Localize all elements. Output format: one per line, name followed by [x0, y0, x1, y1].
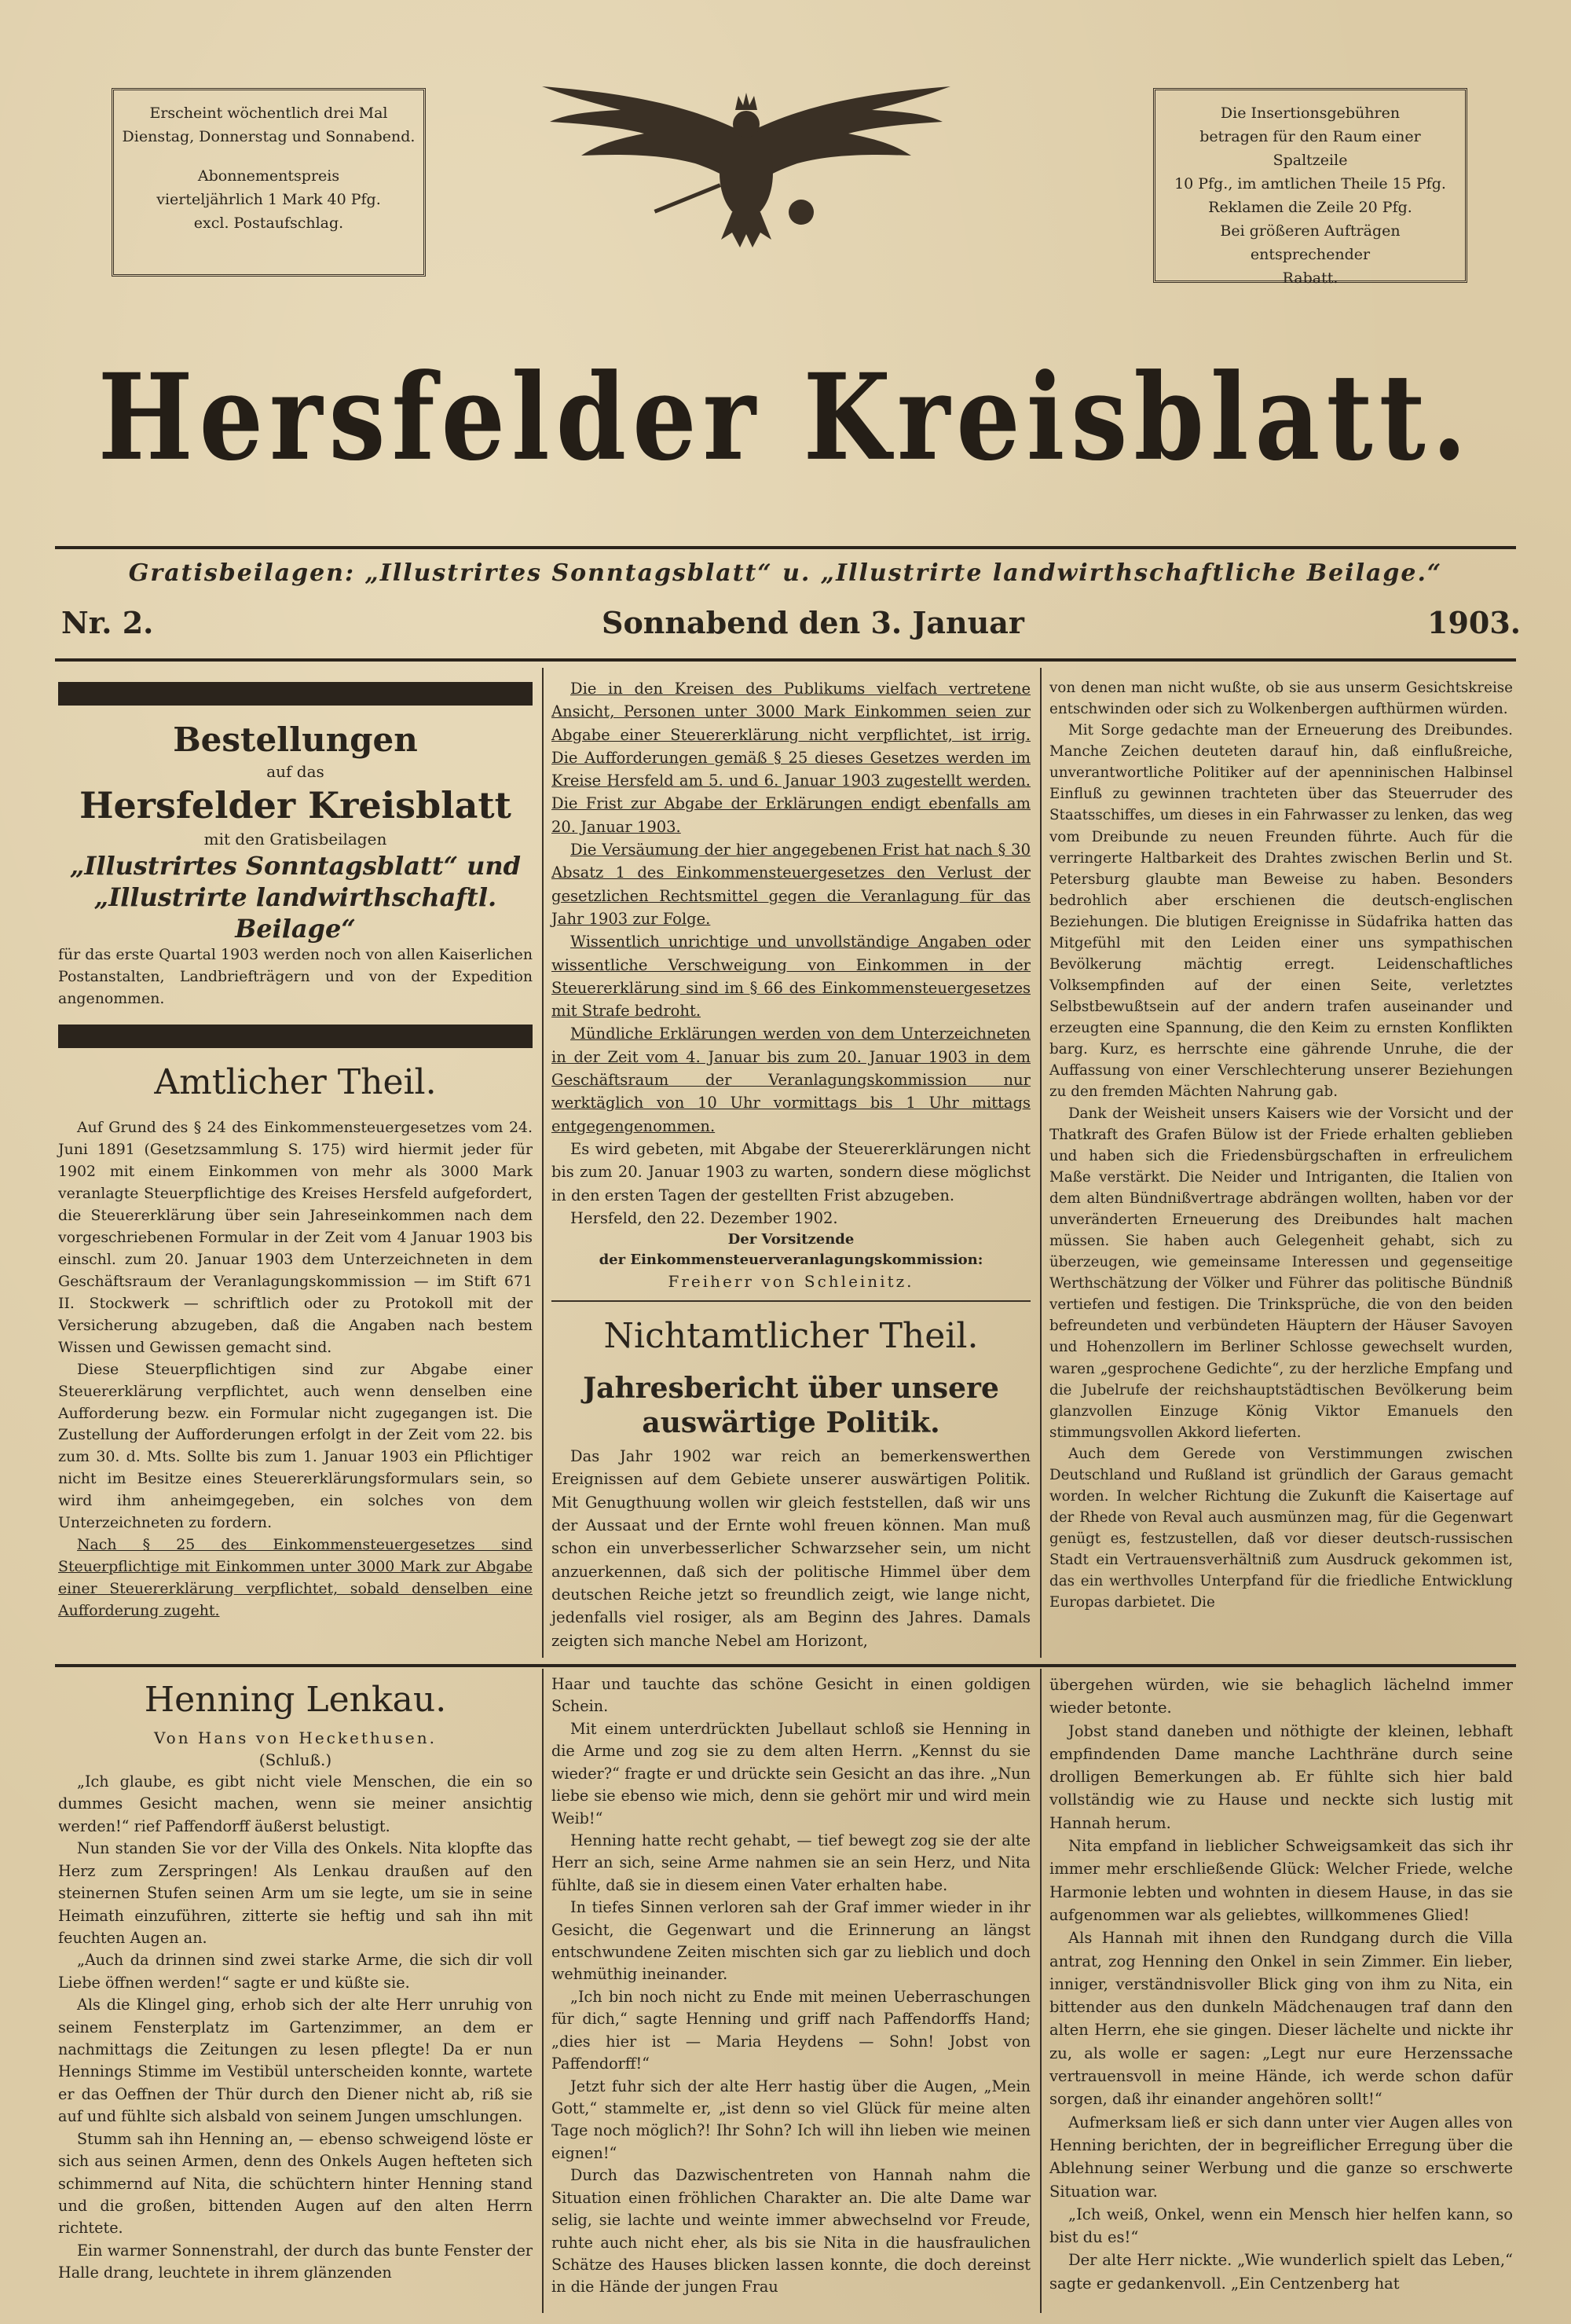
subscription-line: Abonnementspreis	[197, 167, 340, 185]
rates-line: Die Insertionsgebühren	[1220, 104, 1401, 122]
column-divider	[1040, 1669, 1042, 2313]
story-title: Henning Lenkau.	[144, 1680, 447, 1720]
story-paragraph: Der alte Herr nickte. „Wie wunderlich spielt das Leben,“ sagte er gedankenvoll. „Ein Centzenberg hat	[1049, 2251, 1513, 2293]
column-5	[551, 1673, 1031, 2299]
story-paragraph: Nun standen Sie vor der Villa des Onkels. Nita klopfte das Herz zum Zerspringen! Als Lenkau draußen auf den steinernen Stufen seinen Arm um sie legte, um sie in seine Heimath einzuführen, zitterte sie heftig und sah ihn mit feuchten Augen an.	[58, 1839, 533, 1947]
issue-row	[61, 605, 1522, 652]
signature-line: Der Vorsitzende	[727, 1231, 855, 1248]
column-3	[1049, 677, 1513, 1613]
article-paragraph: von denen man nicht wußte, ob sie aus unserm Gesichtskreise entschwinden oder sich zu Wolkenbergen aufthürmen würden.	[1049, 680, 1513, 718]
story-paragraph: übergehen würden, wie sie behaglich lächelnd immer wieder betonte.	[1049, 1676, 1513, 1717]
official-section-heading: Amtlicher Theil.	[154, 1061, 437, 1102]
advertising-rates-box	[1153, 88, 1467, 287]
column-divider	[542, 668, 544, 1658]
order-text: auf das	[266, 762, 324, 781]
story-paragraph: Aufmerksam ließ er sich dann unter vier Augen alles von Henning berichten, der in begreiflicher Erregung über die Ablehnung seiner Werbung und die ganze so erschwerte Situation war.	[1049, 2113, 1513, 2201]
order-text: für das erste Quartal 1903 werden noch von allen Kaiserlichen Postanstalten, Landbriefträgern und von der Expedition angenommen.	[58, 946, 533, 1007]
story-paragraph: Stumm sah ihn Henning an, — ebenso schweigend löste er sich aus seinen Armen, denn des Onkels Augen hefteten sich schimmernd auf Nita, die schüchtern hinter Henning stand und die großen, bittenden Augen auf den alten Herrn richtete.	[58, 2129, 533, 2238]
article-paragraph: Das Jahr 1902 war reich an bemerkenswerthen Ereignissen auf dem Gebiete unserer auswärtigen Politik. Mit Genugthuung wollen wir gleich feststellen, daß wir uns der Aussaat und der Ernte wohl freuen können. Man muß schon ein unverbesserlicher Schwarzseher sein, um nicht anzuerkennen, daß sich der politische Himmel über dem deutschen Reiche jetzt so freundlich zeigt, wie lange nicht, jedenfalls viel rosiger, als am Beginn des Jahres. Damals zeigten sich manche Nebel am Horizont,	[551, 1447, 1031, 1650]
issue-number: Nr. 2.	[61, 605, 154, 640]
article-heading: Jahresbericht über unsere auswärtige Politik.	[583, 1372, 999, 1440]
story-paragraph: Als Hannah mit ihnen den Rundgang durch die Villa antrat, zog Henning den Onkel in sein Zimmer. Ein lieber, inniger, verständnisvoller Blick ging von ihm zu Nita, ein bittender aus den dunkeln Mädchenaugen traf dann den alten Herrn, ehe sie gingen. Dieser lächelte und nickte ihr zu, als wolle er sagen: „Legt nur eure Herzenssache vertrauensvoll in meine Hände, ich werde schon dafür sorgen, daß ihr einander angehören sollt!“	[1049, 1929, 1513, 2109]
story-paragraph: Als die Klingel ging, erhob sich der alte Herr unruhig von seinem Fensterplatz im Gartenzimmer, an dem er nachmittags die Zeitungen zu lesen pflegte! Da er nun Hennings Stimme im Vestibül unterscheiden konnte, wartete er das Oeffnen der Thür durch den Diener nicht ab, riß sie auf und fühlte sich alsbald von seinem Jungen umschlungen.	[58, 1996, 533, 2126]
order-supplement: „Illustrirte landwirthschaftl. Beilage“	[93, 882, 497, 944]
issue-date: Sonnabend den 3. Januar	[602, 605, 1024, 640]
story-continuation: (Schluß.)	[258, 1750, 332, 1769]
order-paper-name: Hersfelder Kreisblatt	[79, 784, 511, 827]
subscription-line: Dienstag, Donnerstag und Sonnabend.	[122, 128, 416, 145]
article-paragraph: Mit Sorge gedachte man der Erneuerung des Dreibundes. Manche Zeichen deuteten darauf hin, daß einflußreiche, unverantwortliche Politiker auf der apenninischen Halbinsel Einfluß zu gewinnen trachteten über das Steuerruder des Staatsschiffes, um dieses in ein Fahrwasser zu lenken, das weg vom Dreibunde zu neuen Freunden führte. Auch für die verringerte Haltbarkeit des Drahtes zwischen Berlin und St. Petersburg glaubte man Beweise zu haben. Besonders bedrohlich aber erschienen die deutsch-englischen Beziehungen. Die blutigen Ereignisse in Südafrika hatten das Mitgefühl mit den Leiden einer uns sympathischen Bevölkerung mächtig erregt. Leidenschaftliches Volksempfinden auf der einen Seite, verletztes Selbstbewußtsein auf der andern trafen auseinander und erzeugten eine Spannung, die den Keim zu ernsten Konflikten barg. Kurz, es herrschte eine gährende Unruhe, die der Auffassung von einer Verschlechterung unserer Beziehungen zu den fremden Mächten Nahrung gab.	[1049, 722, 1513, 1101]
supplements-line: Gratisbeilagen: „Illustrirtes Sonntagsblatt“ u. „Illustrirte landwirthschaftliche Beilage.“	[128, 559, 1443, 587]
story-paragraph: Nita empfand in lieblicher Schweigsamkeit das sich ihr immer mehr erschließende Glück: Welcher Friede, welche Harmonie lebten und wohnten in diesem Hause, in das sie aufgenommen war als geliebtes, willkommenes Glied!	[1049, 1837, 1513, 1924]
column-divider	[1040, 668, 1042, 1658]
place-date: Hersfeld, den 22. Dezember 1902.	[570, 1208, 838, 1227]
subscription-line: vierteljährlich 1 Mark 40 Pfg.	[156, 191, 381, 208]
story-paragraph: Mit einem unterdrückten Jubellaut schloß sie Henning in die Arme und zog sie zu dem alten Herrn. „Kennst du sie wieder?“ fragte er und drückte sein Gesicht an das ihre. „Nun liebe sie ebenso wie mich, denn sie gehört mir und wird mein Weib!“	[551, 1719, 1031, 1827]
eagle-emblem	[526, 79, 966, 259]
story-paragraph: Durch das Dazwischentreten von Hannah nahm die Situation einen fröhlichen Charakter an. Die alte Dame war selig, sie lachte und weinte immer abwechselnd vor Freude, ruhte auch nicht eher, als bis sie Nita in die hausfraulichen Schätze des Hauses blicken lassen konnte, die doch dereinst in die Hände der jungen Frau	[551, 2166, 1031, 2297]
story-paragraph: Haar und tauchte das schöne Gesicht in einen goldigen Schein.	[551, 1675, 1031, 1716]
order-text: mit den Gratisbeilagen	[203, 830, 387, 849]
order-heading: Bestellungen	[173, 720, 418, 759]
story-paragraph: „Ich bin noch nicht zu Ende mit meinen Ueberraschungen für dich,“ sagte Henning und griff nach Paffendorffs Hand; „dies hier ist — Maria Heydens — Sohn! Jobst von Paffendorff!“	[551, 1987, 1031, 2073]
official-paragraph: Mündliche Erklärungen werden von dem Unterzeichneten in der Zeit vom 4. Januar bis zum 20. Januar 1903 in dem Geschäftsraum der Veranlagungskommission nur werktäglich von 10 Uhr vormittags bis 1 Uhr mittags entgegengenommen.	[551, 1025, 1031, 1135]
story-paragraph: Henning hatte recht gehabt, — tief bewegt zog sie der alte Herr an sich, seine Arme nahmen sie an sein Herz, und Nita fühlte, daß sie in diesem einen Vater erhalten habe.	[551, 1831, 1031, 1894]
subscription-box	[112, 88, 426, 277]
rates-line: Reklamen die Zeile 20 Pfg.	[1208, 199, 1412, 216]
story-paragraph: In tiefes Sinnen verloren sah der Graf immer wieder in ihr Gesicht, die Gegenwart und die Erinnerung an längst entschwundene Zeiten mischten sich gar zu lieblich und doch wehmüthig ineinander.	[551, 1898, 1031, 1984]
column-4	[58, 1673, 533, 2285]
order-supplement: „Illustrirtes Sonntagsblatt“ und	[69, 851, 522, 881]
story-paragraph: Ein warmer Sonnenstrahl, der durch das bunte Fenster der Halle drang, leuchtete in ihrem glänzenden	[58, 2241, 533, 2282]
issue-year: 1903.	[1427, 605, 1521, 640]
subscription-line: excl. Postaufschlag.	[193, 214, 344, 232]
story-paragraph: „Auch da drinnen sind zwei starke Arme, die sich dir voll Liebe öffnen werden!“ sagte er und küßte sie.	[58, 1951, 533, 1992]
subscription-line: Erscheint wöchentlich drei Mal	[149, 104, 388, 122]
rates-line: Rabatt.	[1282, 269, 1338, 287]
story-byline: Von Hans von Heckethusen.	[154, 1728, 437, 1747]
article-paragraph: Auch dem Gerede von Verstimmungen zwischen Deutschland und Rußland ist gründlich der Garaus gemacht worden. In welcher Richtung die Zukunft die Kaisertage auf der Rhede von Reval auch ausmünzen mag, für die Gegenwart genügt es, festzustellen, daß vor dieser deutsch-russischen Stadt ein Vertrauensverhältniß zum Ausdruck gekommen ist, das ein werthvolles Unterpfand für die friedliche Entwicklung Europas darbietet. Die	[1049, 1445, 1513, 1611]
signature-line: der Einkommensteuerveranlagungskommission:	[599, 1252, 983, 1269]
story-paragraph: Jetzt fuhr sich der alte Herr hastig über die Augen, „Mein Gott,“ stammelte er, „ist denn so viel Glück für meine alten Tage noch möglich?! Ihr Sohn? Ich will ihn lieben wie meinen eignen!“	[551, 2077, 1031, 2162]
black-bar	[58, 682, 533, 706]
official-paragraph: Diese Steuerpflichtigen sind zur Abgabe einer Steuererklärung verpflichtet, auch wenn denselben eine Aufforderung bezw. ein Formular nicht zugegangen ist. Die Zustellung der Aufforderungen erfolgt in der Zeit vom 22. bis zum 30. d. Mts. Sollte bis zum 1. Januar 1903 ein Pflichtiger nicht im Besitze eines Steuererklärungsformulars sein, so wird ihm anheimgegeben, ein solches von dem Unterzeichneten zu fordern.	[58, 1360, 533, 1532]
rates-line: betragen für den Raum einer Spaltzeile	[1199, 128, 1421, 169]
black-bar	[58, 1025, 533, 1048]
rates-line: Bei größeren Aufträgen entsprechender	[1220, 222, 1401, 263]
official-paragraph: Die Versäumung der hier angegebenen Frist hat nach § 30 Absatz 1 des Einkommensteuergesetzes den Verlust der gesetzlichen Rechtsmittel gegen die Veranlagung für das Jahr 1903 zur Folge.	[551, 841, 1031, 928]
column-1	[58, 682, 533, 1622]
official-paragraph: Nach § 25 des Einkommensteuergesetzes sind Steuerpflichtige mit Einkommen unter 3000 Mark zur Abgabe einer Steuererklärung verpflichtet, sobald denselben eine Aufforderung zugeht.	[58, 1536, 533, 1620]
column-2	[551, 677, 1031, 1652]
official-paragraph: Wissentlich unrichtige und unvollständige Angaben oder wissentliche Verschweigung von Einkommen in der Steuererklärung sind im § 66 des Einkommensteuergesetzes mit Strafe bedroht.	[551, 933, 1031, 1021]
signature-name: Freiherr von Schleinitz.	[668, 1272, 914, 1292]
unofficial-section-heading: Nichtamtlicher Theil.	[603, 1316, 979, 1357]
divider	[55, 546, 1516, 549]
official-paragraph: Es wird gebeten, mit Abgabe der Steuererklärungen nicht bis zum 20. Januar 1903 zu warten, sondern diese möglichst in den ersten Tagen der gestellten Frist abzugeben.	[551, 1139, 1031, 1204]
column-divider	[542, 1669, 544, 2313]
divider	[551, 1300, 1031, 1302]
rates-line: 10 Pfg., im amtlichen Theile 15 Pfg.	[1174, 175, 1446, 192]
article-paragraph: Dank der Weisheit unsers Kaisers wie der Vorsicht und der Thatkraft des Grafen Bülow ist der Friede erhalten geblieben und haben sich die Friedensbürgschaften in erfreulichem Maße verstärkt. Die Neider und Intriganten, die Italien von dem alten Bündnißvertrage abdrängen wollten, haben vor der unveränderten Erneuerung des Dreibundes halt machen müssen. Sie haben auch Gelegenheit gehabt, sich zu überzeugen, wie gemeinsame Interessen und gegenseitige Werthschätzung der Völker und Führer das politische Bündniß vertiefen und festigen. Die Trinksprüche, die von den beiden befreundeten und verbündeten Häuptern der Häuser Savoyen und Hohenzollern im Berliner Schlosse gewechselt wurden, waren „gesprochene Gedichte“, zu der herzliche Empfang und die Jubelrufe der reichshauptstädtischen Bevölkerung beim glanzvollen Einzuge König Viktor Emanuels den stimmungsvollen Akkord lieferten.	[1049, 1105, 1513, 1441]
masthead-title: Hersfelder Kreisblatt.	[97, 348, 1474, 488]
column-6	[1049, 1673, 1513, 2295]
story-paragraph: „Ich glaube, es gibt nicht viele Menschen, die ein so dummes Gesicht machen, wenn sie meiner ansichtig werden!“ rief Paffendorff äußerst belustigt.	[58, 1772, 533, 1835]
feuilleton-divider	[55, 1664, 1516, 1667]
official-paragraph: Die in den Kreisen des Publikums vielfach vertretene Ansicht, Personen unter 3000 Mark Einkommen seien zur Abgabe einer Steuererklärung nicht verpflichtet, ist irrig. Die Aufforderungen gemäß § 25 dieses Gesetzes werden im Kreise Hersfeld am 5. und 6. Januar 1903 zugestellt werden. Die Frist zur Abgabe der Erklärungen endigt ebenfalls am 20. Januar 1903.	[551, 680, 1031, 836]
official-paragraph: Auf Grund des § 24 des Einkommensteuergesetzes vom 24. Juni 1891 (Gesetzsammlung S. 175) wird hiermit jeder für 1902 mit einem Einkommen von mehr als 3000 Mark veranlagte Steuerpflichtige des Kreises Hersfeld aufgefordert, die Steuererklärung über sein Jahreseinkommen nach dem vorgeschriebenen Formular in der Zeit vom 4 Januar 1903 bis einschl. zum 20. Januar 1903 dem Unterzeichneten in dem Geschäftsraum der Veranlagungskommission — im Stift 671 II. Stockwerk — schriftlich oder zu Protokoll mit der Versicherung abzugeben, daß die Angaben nach bestem Wissen und Gewissen gemacht sind.	[58, 1118, 533, 1356]
story-paragraph: Jobst stand daneben und nöthigte der kleinen, lebhaft empfindenden Dame manche Lachthräne durch seine drolligen Bemerkungen ab. Er fühlte sich hier bald vollständig wie zu Hause und neckte sich lustig mit Hannah herum.	[1049, 1721, 1513, 1832]
story-paragraph: „Ich weiß, Onkel, wenn ein Mensch hier helfen kann, so bist du es!“	[1049, 2205, 1513, 2247]
divider	[55, 658, 1516, 662]
